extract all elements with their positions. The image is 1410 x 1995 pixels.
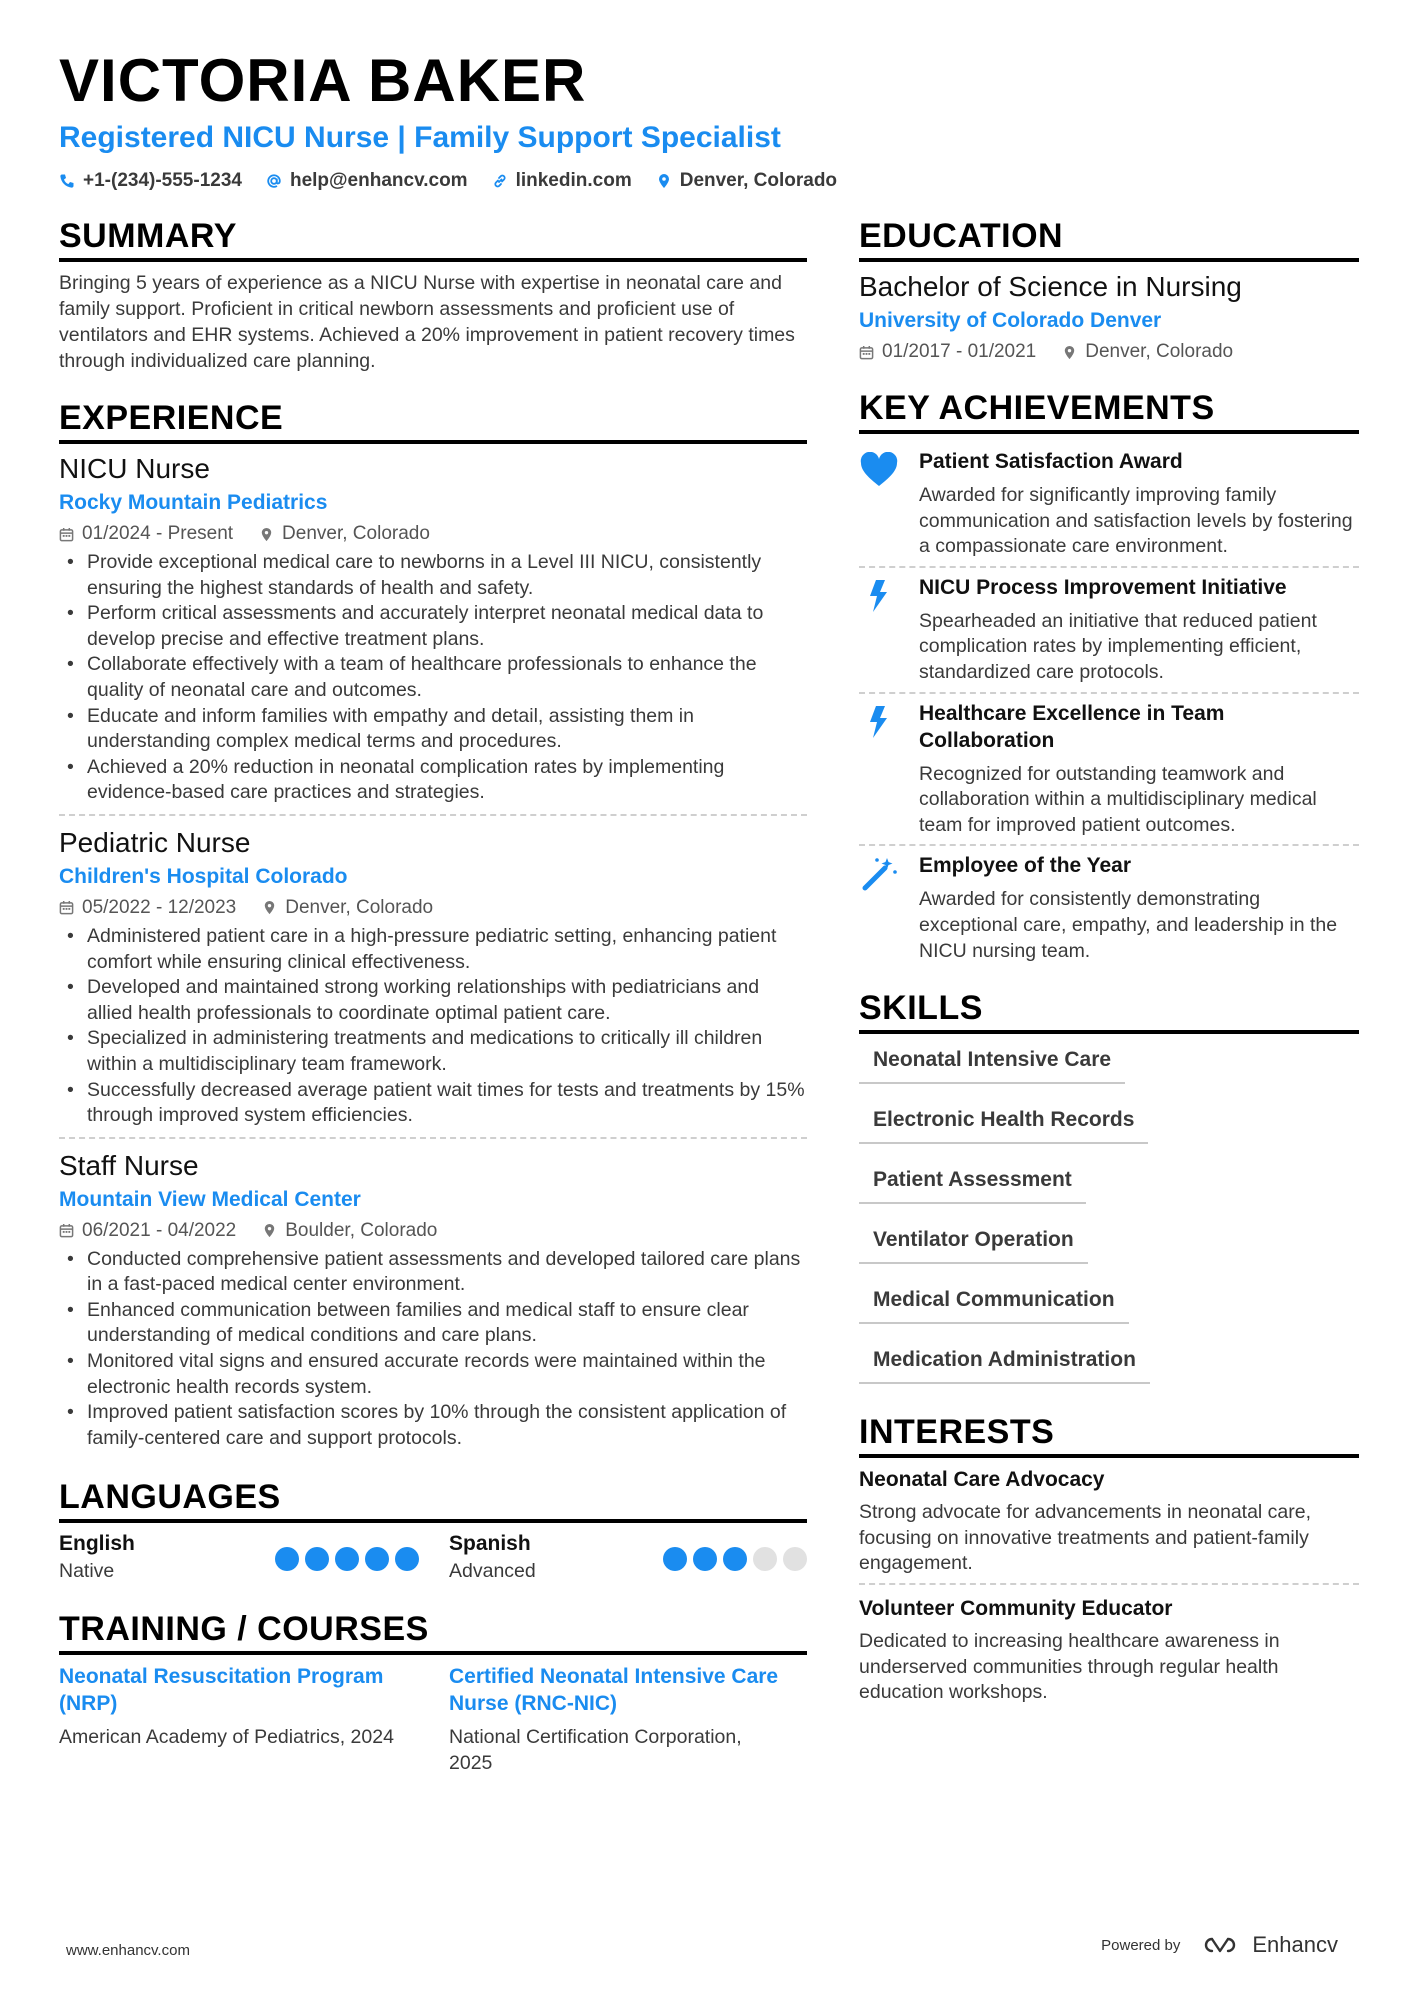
phone-text: +1-(234)-555-1234 (83, 170, 242, 191)
language-name: Spanish (449, 1532, 531, 1556)
language-item (433, 1531, 807, 1585)
achievement-desc: Spearheaded an initiative that reduced patient complication rates by implementing efficient, standardized care protocols. (919, 609, 1317, 683)
bullet-item: • Provide exceptional medical care to newborns in a Level III NICU, consistently ensuring the highest standards of health and safety. (59, 550, 807, 601)
bullet-item: • Improved patient satisfaction scores by 10% through the consistent application of family-centered care and support protocols. (59, 1400, 807, 1451)
language-rating (663, 1547, 807, 1571)
at-icon (266, 173, 282, 189)
brand-logo[interactable] (1198, 1932, 1338, 1958)
rating-dot-filled (335, 1547, 359, 1571)
interest-item (859, 1466, 1359, 1585)
course-org: National Certification Corporation, 2025 (449, 1726, 742, 1775)
interest-item (859, 1595, 1359, 1712)
skills-list (859, 1042, 1359, 1402)
location-pin-icon (262, 900, 277, 915)
experience-entry (59, 1149, 807, 1460)
achievement-item (859, 568, 1359, 694)
location-pin-icon (262, 1223, 277, 1238)
rating-dot-filled (305, 1547, 329, 1571)
language-item (59, 1531, 433, 1585)
achievement-desc: Awarded for significantly improving family communication and satisfaction levels by fostering a compassionate care environment. (919, 484, 1353, 558)
link-icon (492, 173, 508, 189)
interest-title: Neonatal Care Advocacy (859, 1468, 1105, 1492)
summary-section (59, 216, 807, 374)
calendar-icon (59, 1223, 74, 1238)
bullet-item: • Conducted comprehensive patient assessments and developed tailored care plans in a fast-paced medical center environment. (59, 1247, 807, 1298)
job-company: Rocky Mountain Pediatrics (59, 491, 328, 514)
location-text: Denver, Colorado (679, 170, 838, 191)
powered-by-label: Powered by (1101, 1936, 1181, 1954)
phone-icon (59, 173, 75, 189)
training-heading: TRAINING / COURSES (59, 1609, 807, 1655)
job-location-text: Boulder, Colorado (285, 1219, 438, 1241)
experience-section (59, 398, 807, 1459)
job-meta (59, 520, 807, 548)
course-item (433, 1663, 807, 1776)
education-location-text: Denver, Colorado (1085, 341, 1234, 362)
bullet-item: • Perform critical assessments and accurately interpret neonatal medical data to develop precise and effective treatment plans. (59, 601, 807, 652)
interest-title: Volunteer Community Educator (859, 1596, 1173, 1620)
job-role: Staff Nurse (59, 1149, 199, 1181)
summary-heading: SUMMARY (59, 216, 807, 262)
training-section (59, 1609, 807, 1776)
bullet-item: • Successfully decreased average patient wait times for tests and treatments by 15% through improved system efficiencies. (59, 1078, 807, 1129)
rating-dot-empty (753, 1547, 777, 1571)
job-meta (59, 894, 807, 922)
bullet-item: • Developed and maintained strong working relationships with pediatricians and allied health professionals to coordinate optimal patient care. (59, 975, 807, 1026)
achievement-item (859, 442, 1359, 568)
bullet-item: • Administered patient care in a high-pressure pediatric setting, enhancing patient comfort while ensuring clinical effectiveness. (59, 924, 807, 975)
job-bullets (59, 1247, 807, 1452)
job-location (259, 520, 430, 548)
achievement-item (859, 846, 1359, 970)
job-dates-text: 05/2022 - 12/2023 (82, 896, 237, 918)
languages-section (59, 1477, 807, 1585)
language-name: English (59, 1532, 135, 1556)
degree-name: Bachelor of Science in Nursing (859, 271, 1242, 302)
education-dates-text: 01/2017 - 01/2021 (882, 341, 1037, 362)
education-dates (859, 338, 1036, 366)
lightning-icon (859, 574, 919, 686)
location-pin-icon (259, 527, 274, 542)
rating-dot-filled (275, 1547, 299, 1571)
achievement-desc: Recognized for outstanding teamwork and collaboration within a multidisciplinary medical team for improved patient outcomes. (919, 762, 1317, 836)
candidate-title: Registered NICU Nurse | Family Support Specialist (59, 121, 781, 154)
skills-heading: SKILLS (859, 988, 1359, 1034)
experience-entry (59, 452, 807, 816)
job-dates (59, 520, 233, 548)
rating-dot-filled (365, 1547, 389, 1571)
school-name: University of Colorado Denver (859, 309, 1162, 332)
job-company: Mountain View Medical Center (59, 1187, 361, 1211)
education-section (859, 216, 1359, 366)
calendar-icon (59, 900, 74, 915)
job-dates-text: 06/2021 - 04/2022 (82, 1219, 237, 1241)
right-column (859, 216, 1359, 1712)
job-location-text: Denver, Colorado (282, 523, 430, 544)
skill-tag: Electronic Health Records (859, 1102, 1148, 1144)
skills-section (859, 988, 1359, 1402)
courses-list (59, 1663, 807, 1776)
achievement-title: Patient Satisfaction Award (919, 450, 1183, 473)
skill-tag: Patient Assessment (859, 1162, 1086, 1204)
skill-tag: Ventilator Operation (859, 1222, 1088, 1264)
course-item (59, 1663, 433, 1776)
education-meta (859, 338, 1359, 366)
skill-tag: Neonatal Intensive Care (859, 1042, 1125, 1084)
lightning-icon (859, 700, 919, 839)
job-meta (59, 1217, 807, 1245)
bullet-item: • Monitored vital signs and ensured accurate records were maintained within the electronic health records system. (59, 1349, 807, 1400)
education-location (1062, 338, 1233, 366)
job-bullets (59, 550, 807, 806)
contact-email[interactable] (266, 170, 468, 192)
job-location-text: Denver, Colorado (285, 896, 434, 918)
course-name: Certified Neonatal Intensive Care Nurse (RNC-NIC) (449, 1665, 779, 1716)
rating-dot-filled (663, 1547, 687, 1571)
achievement-item (859, 694, 1359, 847)
contact-phone[interactable] (59, 170, 242, 192)
education-heading: EDUCATION (859, 216, 1359, 262)
candidate-name: VICTORIA BAKER (59, 47, 587, 114)
course-name: Neonatal Resuscitation Program (NRP) (59, 1665, 384, 1716)
calendar-icon (59, 527, 74, 542)
bullet-item: • Enhanced communication between families and medical staff to ensure clear understanding of medical conditions and care plans. (59, 1298, 807, 1349)
left-column (59, 216, 807, 1776)
achievement-title: NICU Process Improvement Initiative (919, 575, 1287, 599)
course-org: American Academy of Pediatrics, 2024 (59, 1726, 394, 1749)
contact-location (656, 170, 837, 192)
achievement-desc: Awarded for consistently demonstrating exceptional care, empathy, and leadership in the NICU nursing team. (919, 888, 1338, 962)
job-dates (59, 894, 236, 922)
rating-dot-filled (723, 1547, 747, 1571)
experience-entry (59, 826, 807, 1139)
heart-icon (859, 448, 919, 560)
job-dates-text: 01/2024 - Present (82, 523, 234, 544)
achievement-title: Healthcare Excellence in Team Collaboration (919, 701, 1225, 752)
resume-header (59, 46, 1359, 192)
language-level: Native (59, 1560, 115, 1583)
job-dates (59, 1217, 236, 1245)
language-level: Advanced (449, 1560, 536, 1583)
linkedin-text: linkedin.com (515, 170, 632, 191)
skill-tag: Medication Administration (859, 1342, 1150, 1384)
job-location (262, 1217, 437, 1245)
calendar-icon (859, 345, 874, 360)
location-pin-icon (1062, 345, 1077, 360)
location-pin-icon (656, 173, 672, 189)
job-role: NICU Nurse (59, 453, 210, 484)
job-role: Pediatric Nurse (59, 826, 251, 858)
rating-dot-empty (783, 1547, 807, 1571)
achievements-heading: KEY ACHIEVEMENTS (859, 388, 1359, 434)
interest-desc: Strong advocate for advancements in neonatal care, focusing on innovative treatments and patient-family engagement. (859, 1501, 1312, 1575)
language-rating (275, 1547, 419, 1571)
contact-bar (59, 170, 1359, 192)
interest-desc: Dedicated to increasing healthcare awareness in underserved communities through regular health education workshops. (859, 1629, 1280, 1704)
job-bullets (59, 924, 807, 1129)
interests-heading: INTERESTS (859, 1412, 1359, 1458)
enhancv-logo-icon (1198, 1934, 1242, 1956)
bullet-item: • Collaborate effectively with a team of healthcare professionals to enhance the quality of neonatal care and outcomes. (59, 652, 807, 703)
achievement-title: Employee of the Year (919, 854, 1132, 878)
rating-dot-filled (395, 1547, 419, 1571)
languages-heading: LANGUAGES (59, 1477, 807, 1523)
bullet-item: • Specialized in administering treatments and medications to critically ill children within a multidisciplinary team framework. (59, 1026, 807, 1077)
summary-text: Bringing 5 years of experience as a NICU Nurse with expertise in neonatal care and family support. Proficient in critical newborn assessments and proficient use of ventilators and EHR systems. Achieved a 20% improvement in patient recovery times through individualized care planning. (59, 272, 795, 372)
languages-list (59, 1531, 807, 1585)
interests-section (859, 1412, 1359, 1712)
email-text: help@enhancv.com (289, 170, 468, 191)
skill-tag: Medical Communication (859, 1282, 1129, 1324)
contact-linkedin[interactable] (492, 170, 632, 192)
rating-dot-filled (693, 1547, 717, 1571)
bullet-item: • Achieved a 20% reduction in neonatal complication rates by implementing evidence-based care practices and strategies. (59, 755, 807, 806)
achievements-section (859, 388, 1359, 970)
job-company: Children's Hospital Colorado (59, 864, 348, 888)
bullet-item: • Educate and inform families with empathy and detail, assisting them in understanding complex medical terms and procedures. (59, 704, 807, 755)
footer-branding (1101, 1932, 1338, 1958)
footer-website[interactable]: www.enhancv.com (66, 1942, 190, 1959)
brand-name: Enhancv (1252, 1932, 1338, 1957)
job-location (262, 894, 433, 922)
experience-heading: EXPERIENCE (59, 398, 807, 444)
magic-wand-icon (859, 852, 919, 964)
